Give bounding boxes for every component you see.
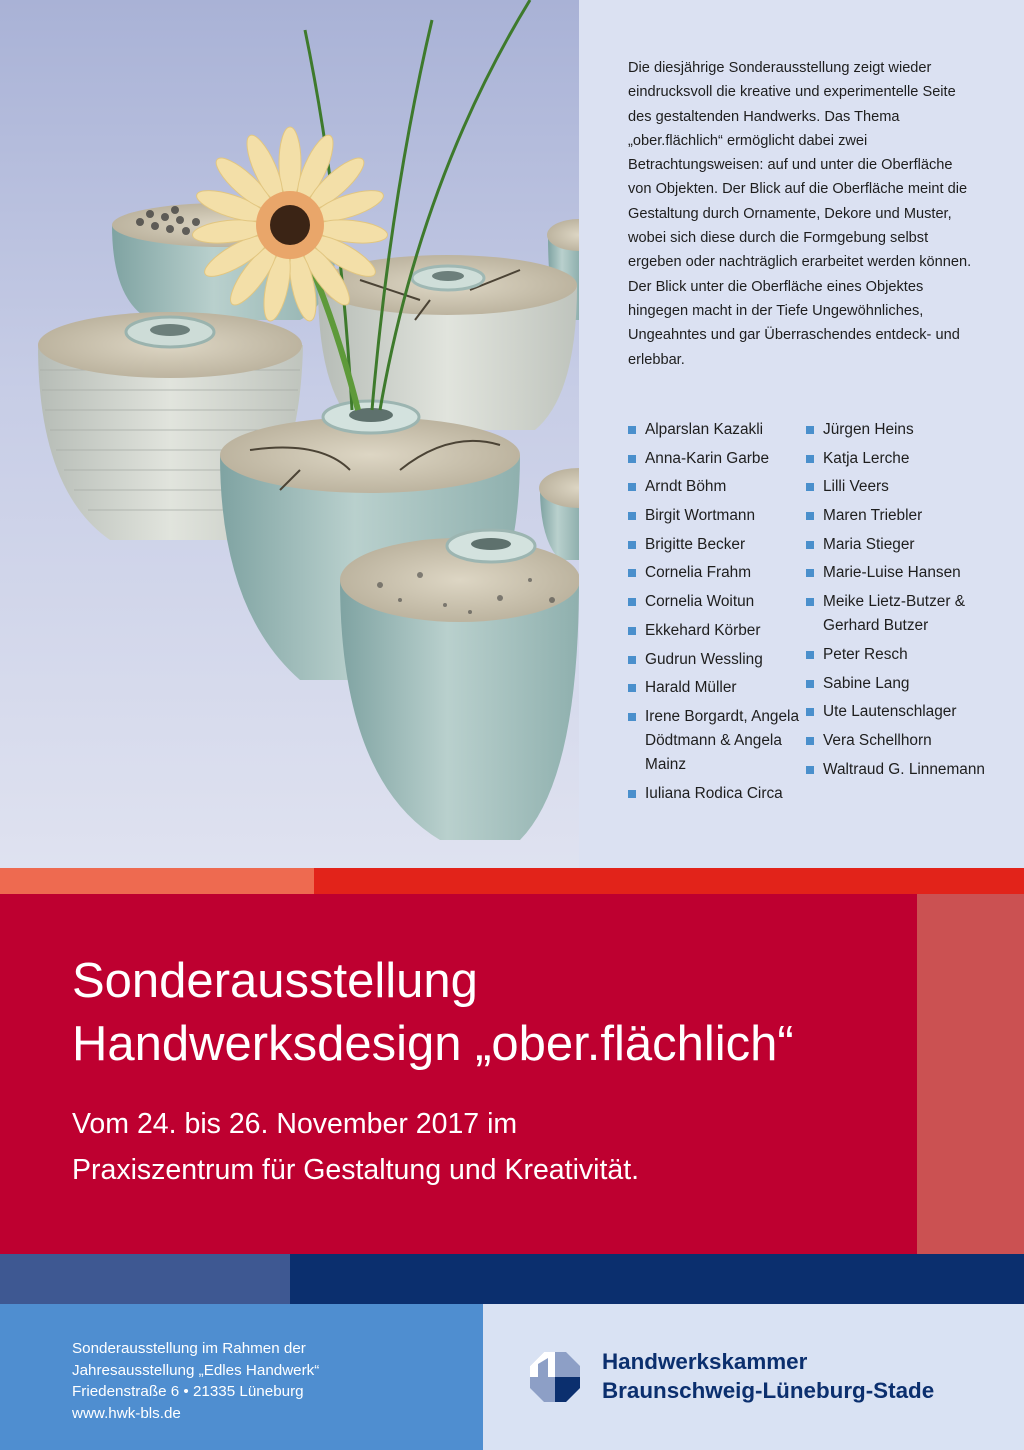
intro-paragraph: Die diesjährige Sonderausstellung zeigt wieder eindrucksvoll die kreative und experimentelle Seite des gestaltenden Handwerks. Das Thema „ober.flächlich“ ermöglicht dabei zwei Betrachtungsweisen: auf und unter die Oberfläche von Objekten. Der Blick auf die Oberfläche meint die Gestaltung durch Ornamente, Dekore und Muster, wobei sich diese durch die Formgebung selbst ergeben oder nachträglich erarbeitet werden können. Der Blick unter die Oberfläche eines Objektes hingegen macht in der Tiefe Ungewöhnliches, Ungeahntes und gar Überraschendes entdeck- und erlebbar.: [628, 60, 972, 368]
footer-line: Sonderausstellung im Rahmen der: [72, 1340, 306, 1357]
stripe-red: [314, 868, 1024, 894]
stripe-orange: [0, 868, 314, 894]
list-item: Katja Lerche: [806, 447, 1016, 471]
vase-front: [340, 530, 579, 840]
list-item: Anna-Karin Garbe: [628, 447, 800, 471]
list-item: Marie-Luise Hansen: [806, 561, 1016, 585]
list-item: Harald Müller: [628, 676, 800, 700]
list-item: Maren Triebler: [806, 504, 1016, 528]
hwk-logo-icon: [528, 1350, 582, 1404]
list-item: Cornelia Frahm: [628, 561, 800, 585]
stripe-blue-light: [0, 1254, 290, 1304]
stripe-blue-dark: [290, 1254, 1024, 1304]
footer-address: [72, 1338, 319, 1424]
date-line: Vom 24. bis 26. November 2017 im: [72, 1108, 518, 1140]
title-block: [0, 894, 917, 1254]
ceramic-vases-photo: [0, 0, 579, 868]
list-item: Waltraud G. Linnemann: [806, 758, 1016, 782]
list-item: Peter Resch: [806, 643, 1016, 667]
footer-line: Friedenstraße 6 • 21335 Lüneburg: [72, 1383, 304, 1401]
list-item: Arndt Böhm: [628, 475, 800, 499]
footer-line: Jahresausstellung „Edles Handwerk“: [72, 1361, 320, 1379]
list-item: Brigitte Becker: [628, 533, 800, 557]
list-item: Jürgen Heins: [806, 418, 1016, 442]
list-item: Ekkehard Körber: [628, 619, 800, 643]
list-item: Ute Lautenschlager: [806, 700, 1016, 724]
venue-line: Praxiszentrum für Gestaltung und Kreativität.: [72, 1154, 640, 1186]
list-item: Alparslan Kazakli: [628, 418, 800, 442]
page-title-line-2: Handwerksdesign „ober.flächlich“: [72, 1017, 794, 1071]
artist-list-left: [628, 418, 800, 810]
list-item: Irene Borgardt, Angela Dödtmann & Angela Mainz: [628, 705, 800, 777]
list-item: Maria Stieger: [806, 533, 1016, 557]
organization-name-line-2: Braunschweig-Lüneburg-Stade: [602, 1378, 935, 1403]
list-item: Gudrun Wessling: [628, 648, 800, 672]
footer-url[interactable]: www.hwk-bls.de: [72, 1404, 181, 1422]
title-block-accent: [917, 894, 1024, 1254]
list-item: Birgit Wortmann: [628, 504, 800, 528]
organization-name-line-1: Handwerkskammer: [602, 1349, 808, 1374]
artist-list-right: [806, 418, 1016, 786]
vase-right-edge: [539, 468, 579, 560]
list-item: Sabine Lang: [806, 672, 1016, 696]
list-item: Vera Schellhorn: [806, 729, 1016, 753]
list-item: Meike Lietz-Butzer & Gerhard Butzer: [806, 590, 1016, 638]
list-item: Lilli Veers: [806, 475, 1016, 499]
list-item: Cornelia Woitun: [628, 590, 800, 614]
page-title-line-1: Sonderausstellung: [72, 954, 478, 1008]
list-item: Iuliana Rodica Circa: [628, 782, 800, 806]
